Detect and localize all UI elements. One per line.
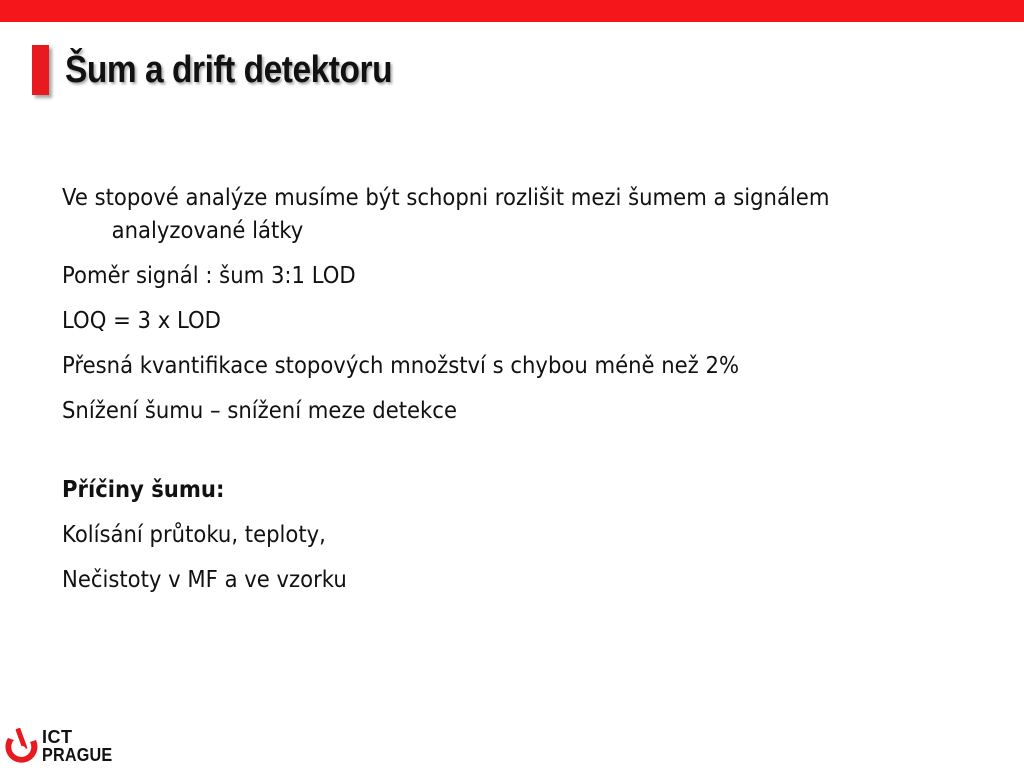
logo-text	[42, 729, 120, 764]
slide-body	[62, 182, 890, 609]
paragraph-signal-noise-ratio: Poměr signál : šum 3:1 LOD	[62, 263, 356, 289]
paragraph-noise-reduction: Snížení šumu – snížení meze detekce	[62, 398, 457, 424]
paragraph-quantification: Přesná kvantifikace stopových množství s chybou méně než 2%	[62, 353, 740, 379]
slide-title: Šum a drift detektoru	[65, 48, 393, 91]
logo-line-prague: PRAGUE	[42, 745, 113, 765]
cause-item: Nečistoty v MF a ve vzorku	[62, 567, 347, 593]
top-accent-bar	[0, 0, 1024, 22]
causes-heading: Příčiny šumu:	[62, 477, 225, 503]
title-marker	[32, 45, 49, 95]
paragraph-trace-analysis: Ve stopové analýze musíme být schopni rozlišit mezi šumem a signálem analyzované látky	[62, 185, 830, 244]
ict-prague-logo	[2, 726, 132, 766]
cause-item: Kolísání průtoku, teploty,	[62, 522, 326, 548]
title-area	[32, 42, 437, 98]
ict-logo-icon	[2, 726, 42, 766]
paragraph-loq: LOQ = 3 x LOD	[62, 308, 221, 334]
logo-line-ict: ICT	[42, 727, 73, 747]
spacer	[62, 440, 890, 474]
